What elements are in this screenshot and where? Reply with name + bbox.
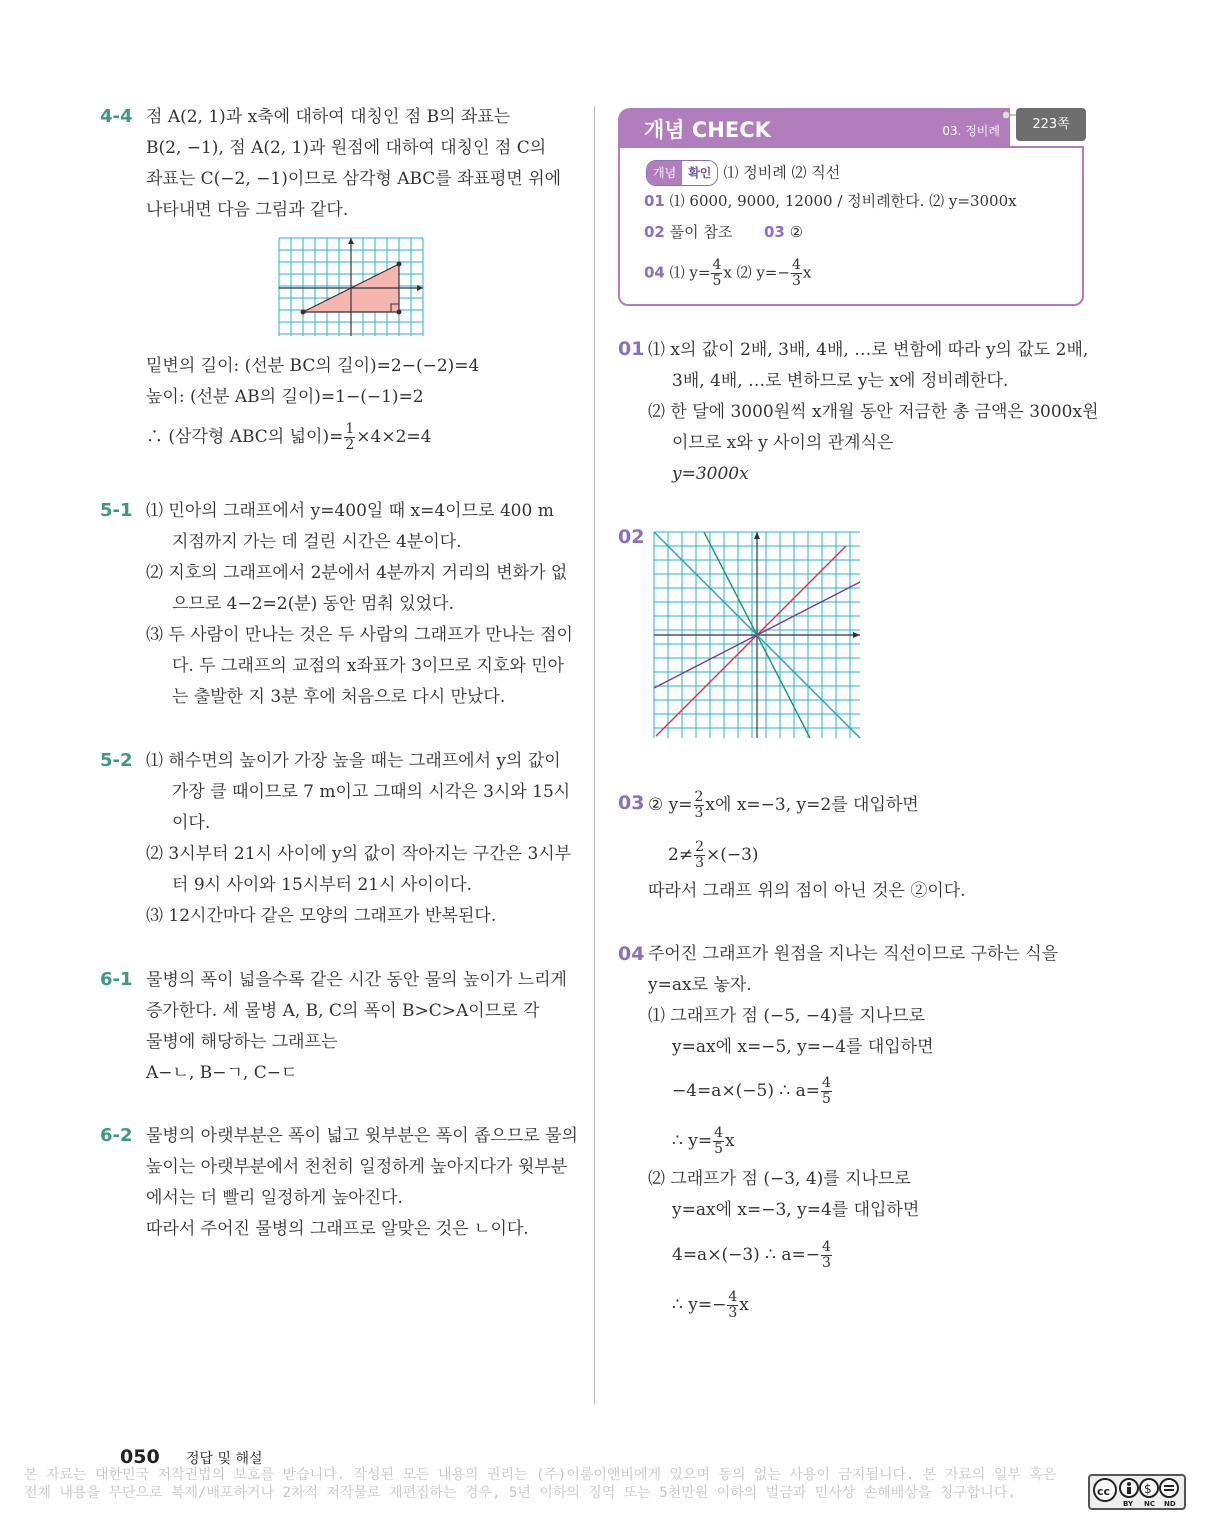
text-line: ⑶ 두 사람이 만나는 것은 두 사람의 그래프가 만나는 점이 xyxy=(146,625,573,645)
text-line: y=ax에 x=−3, y=4를 대입하면 xyxy=(672,1200,920,1220)
text-line: 2≠ $\frac{2}{3}$ ×(−3) xyxy=(668,839,759,871)
text-line: y=3000x xyxy=(672,464,749,484)
text-line: ∴ y= $\frac{4}{5}$ x xyxy=(672,1125,735,1157)
text-line: 물병의 폭이 넓을수록 같은 시간 동안 물의 높이가 느리게 xyxy=(146,970,567,990)
text-line: 3배, 4배, …로 변하므로 y는 x에 정비례한다. xyxy=(672,371,1009,391)
footer-label: 정답 및 해설 xyxy=(186,1451,263,1467)
text-line: ⑶ 12시간마다 같은 모양의 그래프가 반복된다. xyxy=(146,906,497,926)
concept-confirm-row: 개념 확인 ⑴ 정비례 ⑵ 직선 xyxy=(646,160,840,186)
text-line: y=ax에 x=−5, y=−4를 대입하면 xyxy=(672,1037,934,1057)
text-line: ⑴ x의 값이 2배, 3배, 4배, …로 변함에 따라 y의 값도 2배, xyxy=(648,340,1089,360)
check-answer-01: 01 ⑴ 6000, 9000, 12000 / 정비례한다. ⑵ y=3000x xyxy=(644,192,1017,210)
svg-text:BY: BY xyxy=(1123,1500,1134,1508)
column-divider xyxy=(594,106,595,1404)
text-line: 다. 두 그래프의 교점의 x좌표가 3이므로 지호와 민아 xyxy=(172,656,565,676)
text-line: ⑵ 한 달에 3000원씩 x개월 동안 저금한 총 금액은 3000x원 xyxy=(648,402,1099,422)
text-line: A−ㄴ, B−ㄱ, C−ㄷ xyxy=(146,1063,298,1083)
text-line: 물병에 해당하는 그래프는 xyxy=(146,1032,338,1052)
page-reference-tab: 223쪽 xyxy=(1016,108,1086,141)
text-line: 따라서 주어진 물병의 그래프로 알맞은 것은 ㄴ이다. xyxy=(146,1219,529,1239)
text-line: 주어진 그래프가 원점을 지나는 직선이므로 구하는 식을 xyxy=(648,944,1059,964)
check-answer-02-03: 02 풀이 참조 03 ② xyxy=(644,223,804,241)
triangle-abc-figure xyxy=(277,236,427,338)
text-line: 지점까지 가는 데 걸린 시간은 4분이다. xyxy=(172,532,462,552)
svg-text:ND: ND xyxy=(1164,1500,1176,1508)
text-line: ⑵ 그래프가 점 (−3, 4)를 지나므로 xyxy=(648,1169,911,1189)
check-answer-04: 04 ⑴ y= $\frac{4}{5}$ x ⑵ y=− $\frac{4}{3}$ x xyxy=(644,257,812,289)
text-line: 밑변의 길이: (선분 BC의 길이)=2−(−2)=4 xyxy=(146,356,480,376)
text-line: 물병의 아랫부분은 폭이 넓고 윗부분은 폭이 좁으므로 물의 xyxy=(146,1126,578,1146)
text-line: 4=a×(−3) ∴ a=− $\frac{4}{3}$ xyxy=(672,1239,831,1271)
problem-number: 6-2 xyxy=(100,1125,133,1146)
problem-number: 4-4 xyxy=(100,106,133,127)
text-line: 따라서 그래프 위의 점이 아닌 것은 ②이다. xyxy=(648,881,966,901)
area-formula: ∴ (삼각형 ABC의 넓이)= $\frac{1}{2}$ ×4×2=4 xyxy=(146,421,432,453)
text-line: ⑴ 해수면의 높이가 가장 높을 때는 그래프에서 y의 값이 xyxy=(146,751,561,771)
concept-confirm-pill: 개념 확인 xyxy=(646,160,718,186)
text-line: 증가한다. 세 물병 A, B, C의 폭이 B>C>A이므로 각 xyxy=(146,1001,540,1021)
concept-check-title: 개념 CHECK xyxy=(644,118,771,142)
text-line: ∴ y=− $\frac{4}{3}$ x xyxy=(672,1289,749,1321)
text-line: 터 9시 사이와 15시부터 21시 사이이다. xyxy=(172,875,472,895)
proportion-graph-figure xyxy=(652,530,862,740)
problem-number: 6-1 xyxy=(100,969,133,990)
cc-license-icon xyxy=(1090,1476,1184,1508)
text-line: ⑴ 그래프가 점 (−5, −4)를 지나므로 xyxy=(648,1006,926,1026)
text-line: −4=a×(−5) ∴ a= $\frac{4}{5}$ xyxy=(672,1075,831,1107)
text-line: 으므로 4−2=2(분) 동안 멈춰 있었다. xyxy=(172,594,454,614)
text-line: 높이는 아랫부분에서 천천히 일정하게 높아지다가 윗부분 xyxy=(146,1157,568,1177)
text-line: 좌표는 C(−2, −1)이므로 삼각형 ABC를 좌표평면 위에 xyxy=(146,169,562,189)
text-line: 점 A(2, 1)과 x축에 대하여 대칭인 점 B의 좌표는 xyxy=(146,107,511,127)
solution-number: 04 xyxy=(618,943,645,965)
text-line: 나타내면 다음 그림과 같다. xyxy=(146,200,349,220)
solution-number: 03 xyxy=(618,792,645,814)
problem-number: 5-1 xyxy=(100,500,133,521)
text-line: ⑵ 지호의 그래프에서 2분에서 4분까지 거리의 변화가 없 xyxy=(146,563,568,583)
text-line: 높이: (선분 AB의 길이)=1−(−1)=2 xyxy=(146,387,424,407)
text-line: 에서는 더 빨리 일정하게 높아진다. xyxy=(146,1188,403,1208)
text-line: 가장 클 때이므로 7 m이고 그때의 시각은 3시와 15시 xyxy=(172,782,571,802)
concept-check-header xyxy=(618,108,1010,146)
text-line: ⑴ 민아의 그래프에서 y=400일 때 x=4이므로 400 m xyxy=(146,501,554,521)
text-line: 이므로 x와 y 사이의 관계식은 xyxy=(672,433,894,453)
text-line: y=ax로 놓자. xyxy=(648,975,752,995)
page-number: 050 xyxy=(120,1446,160,1468)
concept-check-subtitle: 03. 정비례 xyxy=(942,124,1000,138)
cc-license-badge xyxy=(1088,1474,1186,1510)
text-line: B(2, −1), 점 A(2, 1)과 원점에 대하여 대칭인 점 C의 xyxy=(146,138,547,158)
problem-number: 5-2 xyxy=(100,750,133,771)
text-line: 이다. xyxy=(172,813,211,833)
text-line: 는 출발한 지 3분 후에 처음으로 다시 만났다. xyxy=(172,687,506,707)
svg-text:$: $ xyxy=(1144,1482,1152,1496)
copyright-notice: 본 자료는 대한민국 저작권법의 보호를 받습니다. 작성된 모든 내용의 권리는 (주)이룸이앤비에게 있으며 동의 없는 사용이 금지됩니다. 본 자료의 일부 혹은 전체 내용을 무단으로 복제/배포하거나 2차적 저작물로 재편집하는 경우, 5년 이하의 징역 또는 5천만원 이하의 벌금과 민사상 손해배상을 청구합니다. xyxy=(24,1467,1057,1501)
svg-text:NC: NC xyxy=(1144,1500,1155,1508)
text-line: ② y= $\frac{2}{3}$ x에 x=−3, y=2를 대입하면 xyxy=(648,789,919,821)
solution-number: 01 xyxy=(618,338,645,360)
fraction: $\frac{1}{2}$ xyxy=(345,421,355,453)
text-line: ⑵ 3시부터 21시 사이에 y의 값이 작아지는 구간은 3시부 xyxy=(146,844,572,864)
solution-number: 02 xyxy=(618,526,645,548)
svg-text:cc: cc xyxy=(1097,1485,1111,1498)
